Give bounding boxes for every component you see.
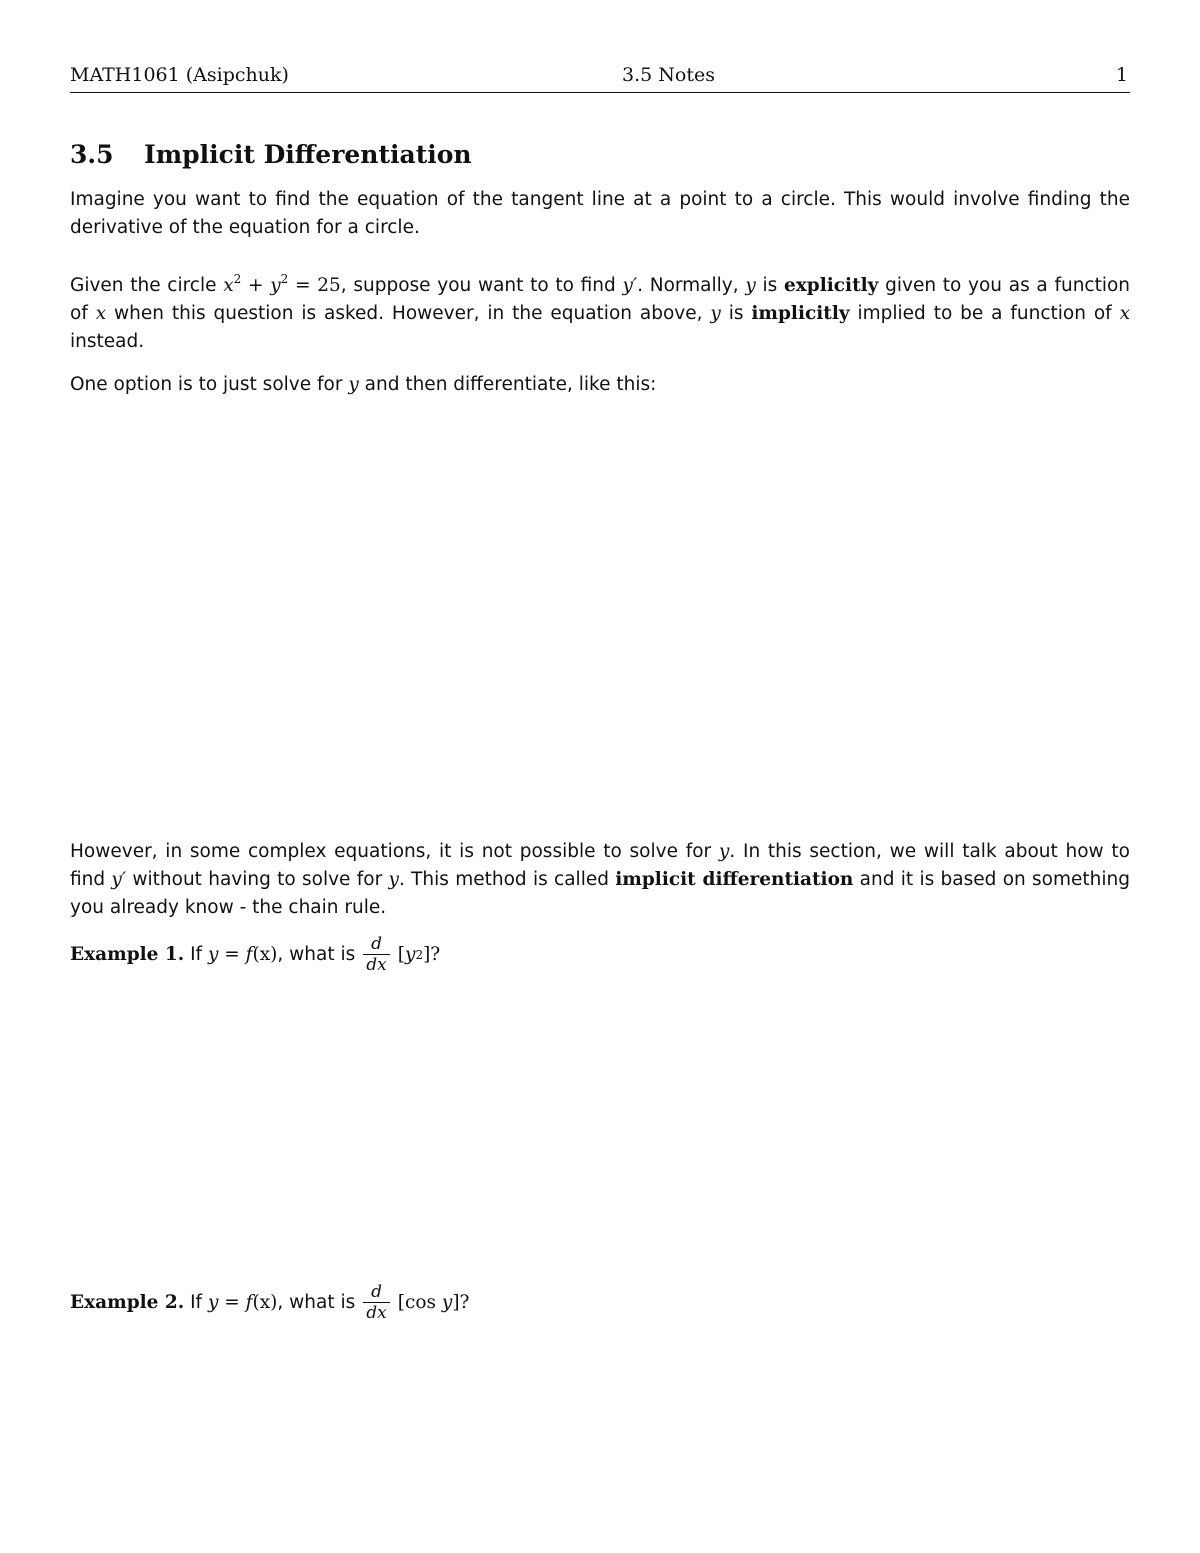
section-number: 3.5 <box>70 140 114 169</box>
example-1: Example 1. If y = f (x) , what is $\frac{d}{dx}$ [ y 2 ]? <box>70 934 441 975</box>
derivative-operator: $\frac{d}{dx}$ <box>363 934 389 975</box>
section-heading <box>70 140 472 169</box>
page-number: 1 <box>1115 64 1128 86</box>
example-2-label: Example 2. <box>70 1292 185 1313</box>
solve-option-paragraph: One option is to just solve for y and then differentiate, like this: <box>70 374 657 395</box>
intro-paragraph: Imagine you want to find the equation of the tangent line at a point to a circle. This would involve finding the derivative of the equation for a circle. <box>70 189 1130 238</box>
section-label: 3.5 Notes <box>622 64 715 86</box>
derivative-operator: $\frac{d}{dx}$ <box>363 1282 389 1323</box>
implicitly-term: implicitly <box>751 303 850 324</box>
method-paragraph: However, in some complex equations, it is not possible to solve for y. In this section, we will talk about how to find y′ without having to solve for y. This method is called implicit differentiation and it is based on something you already know - the chain rule. <box>70 841 1131 918</box>
explicitly-term: explicitly <box>784 275 879 296</box>
circle-paragraph: Given the circle $x^2 + y^2 = 25$, suppose you want to to find y′. Normally, y is explicitly given to you as a function of x when this question is asked. However, in the equation above, y is implicitly implied to be a function of x instead. <box>70 272 1131 352</box>
example-2: Example 2. If y = f (x) , what is $\frac{d}{dx}$ [cos y ]? <box>70 1282 470 1323</box>
course-label: MATH1061 (Asipchuk) <box>70 64 289 86</box>
page-header <box>70 62 1130 93</box>
example-1-label: Example 1. <box>70 944 185 965</box>
section-title: Implicit Differentiation <box>144 140 472 169</box>
implicit-differentiation-term: implicit differentiation <box>615 869 854 890</box>
